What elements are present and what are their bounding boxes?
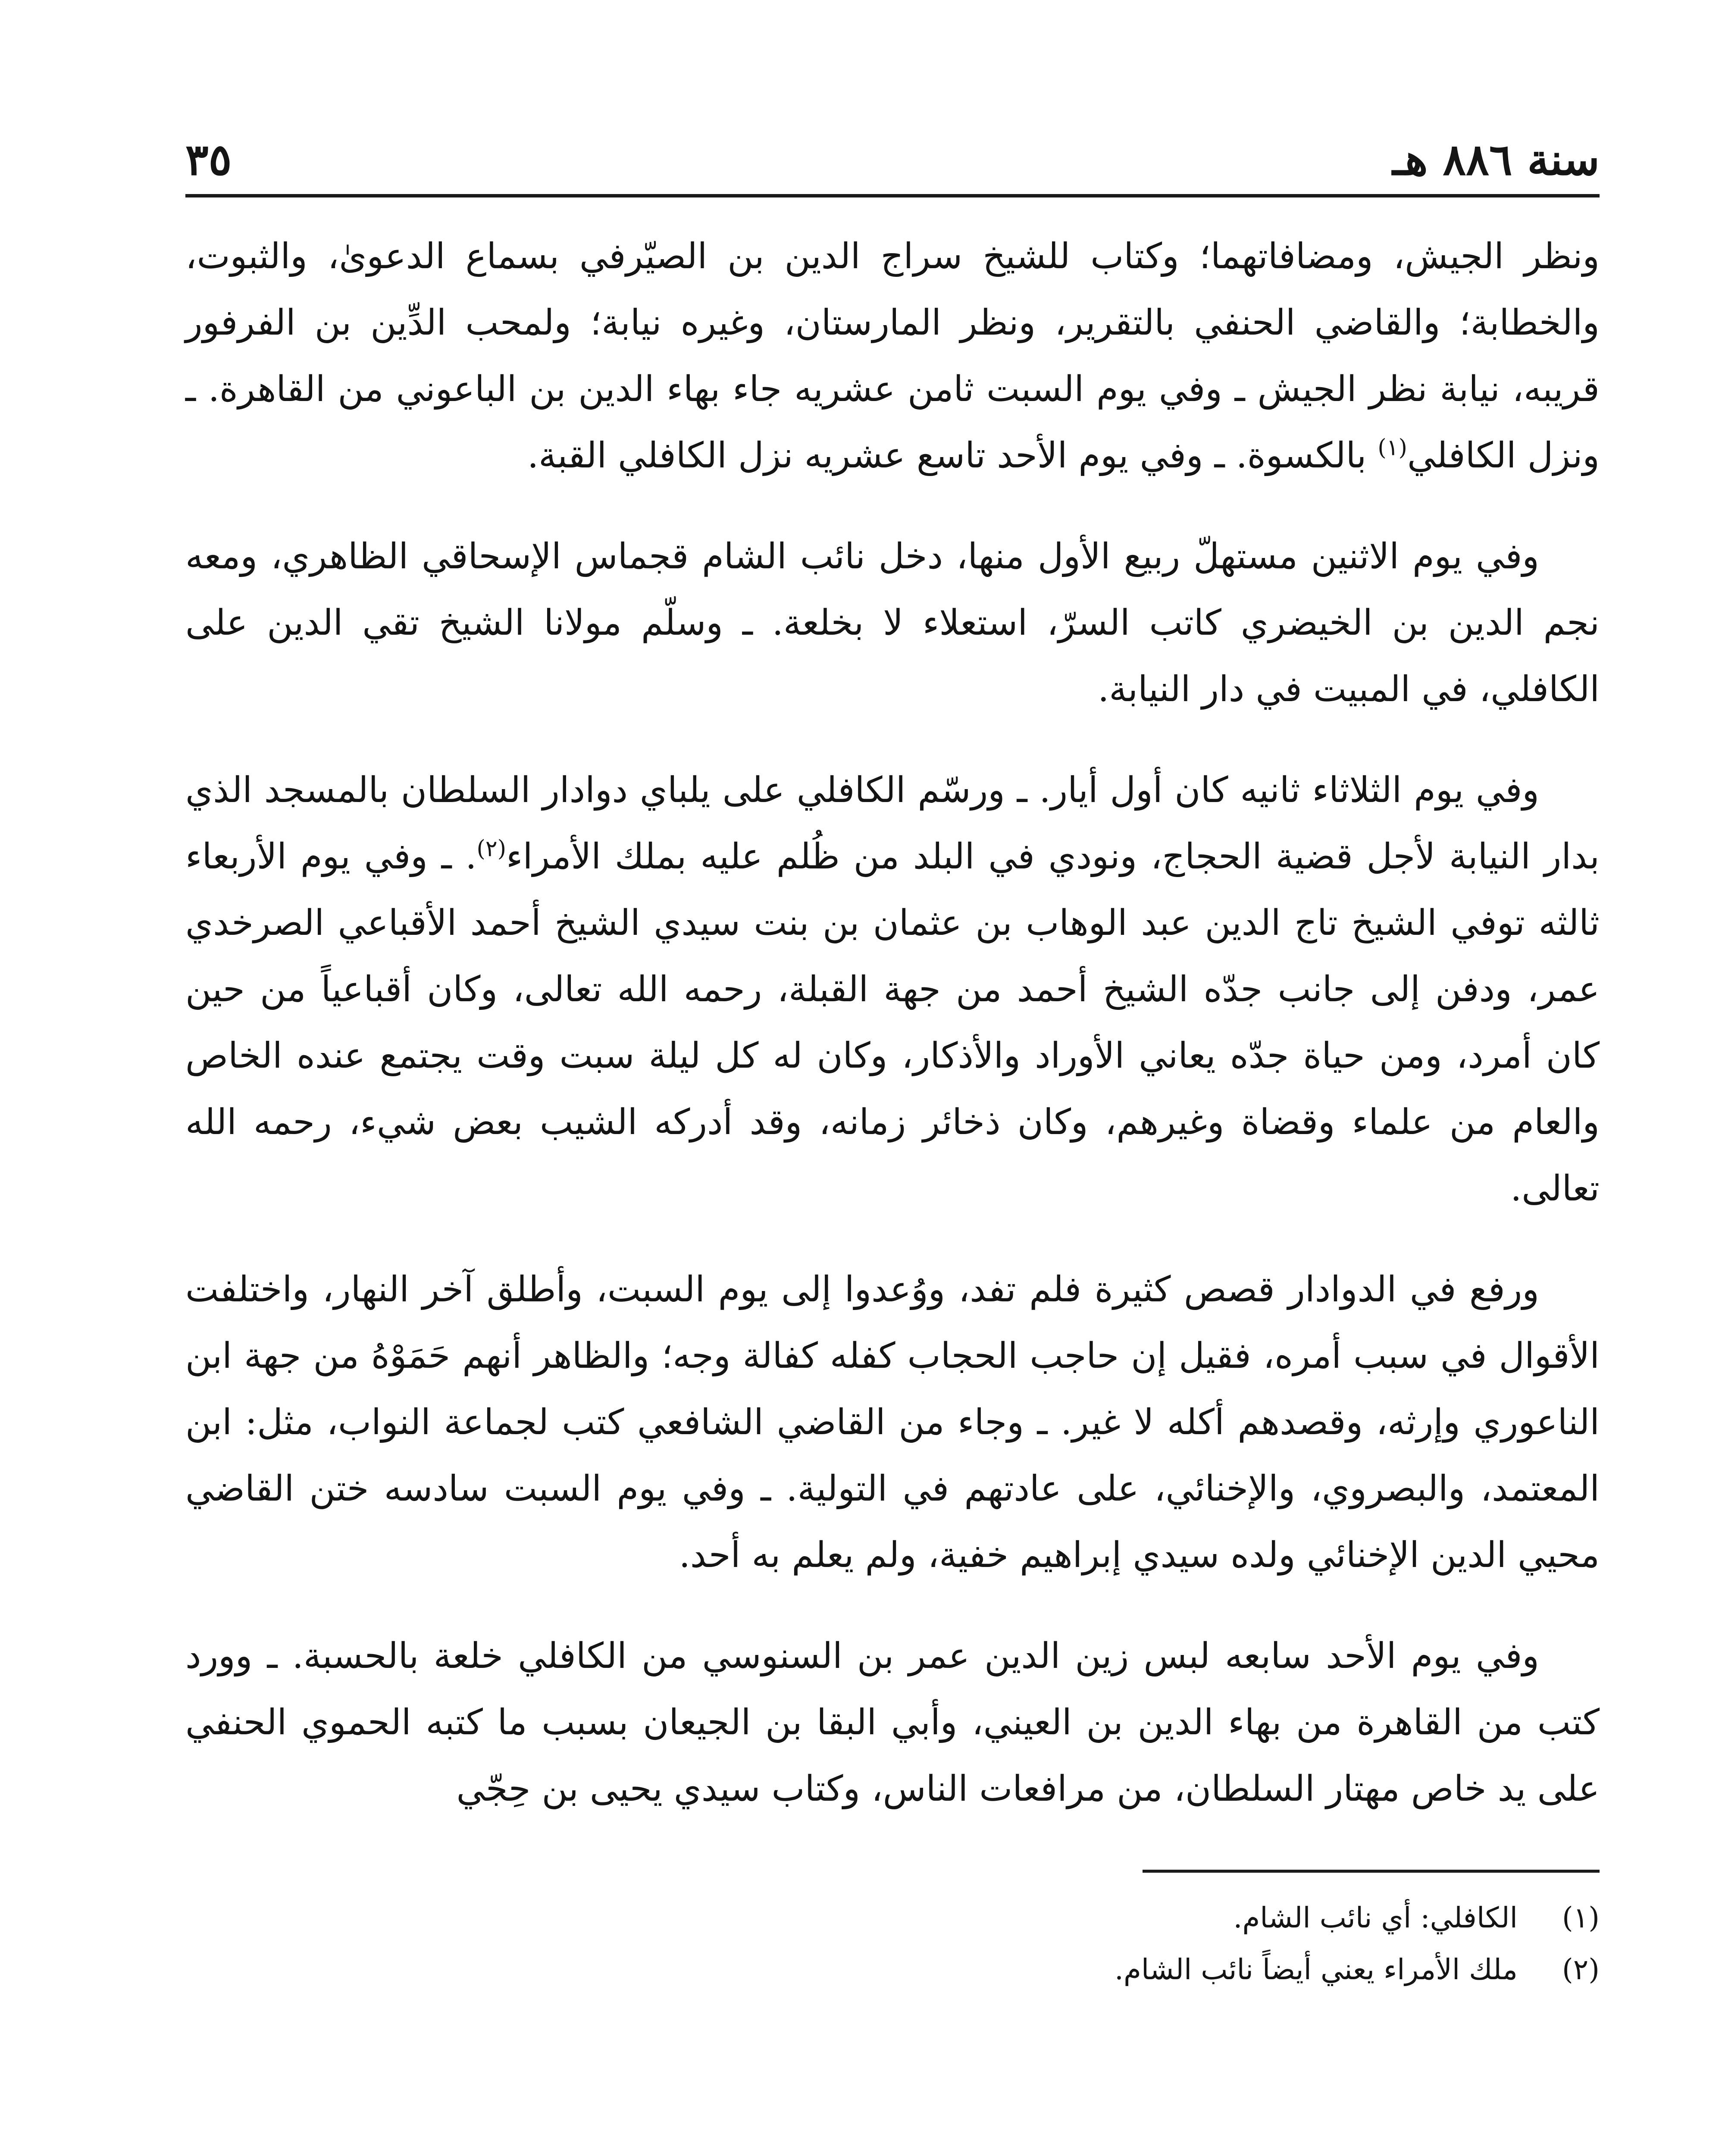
footnote-1 — [185, 1894, 1600, 1942]
paragraph-1-text-cont: بالكسوة. ـ وفي يوم الأحد تاسع عشريه نزل الكافلي القبة. — [527, 435, 1378, 476]
main-text — [185, 223, 1600, 1822]
footnote-text: الكافلي: أي نائب الشام. — [1233, 1901, 1518, 1934]
paragraph-3 — [185, 757, 1600, 1222]
page-header — [185, 129, 1600, 197]
footnote-ref-1: (١) — [1378, 435, 1407, 461]
paragraph-4: ورفع في الدوادار قصص كثيرة فلم تفد، ووُعدوا إلى يوم السبت، وأطلق آخر النهار، واختلفت الأقوال في سبب أمره، فقيل إن حاجب الحجاب كفله كفالة وجه؛ والظاهر أنهم حَمَوْهُ من جهة ابن الناعوري وإرثه، وقصدهم أكله لا غير. ـ وجاء من القاضي الشافعي كتب لجماعة النواب، مثل: ابن المعتمد، والبصروي، والإخنائي، على عادتهم في التولية. ـ وفي يوم السبت سادسه ختن القاضي محيي الدين الإخنائي ولده سيدي إبراهيم خفية، ولم يعلم به أحد. — [185, 1269, 1600, 1576]
running-head-year: سنة ٨٨٦ هـ — [1392, 134, 1600, 185]
footnote-text: ملك الأمراء يعني أيضاً نائب الشام. — [1115, 1953, 1518, 1986]
page-number: ٣٥ — [185, 134, 232, 185]
paragraph-3-text-cont: . ـ وفي يوم الأربعاء ثالثه توفي الشيخ تاج الدين عبد الوهاب بن عثمان بن بنت سيدي الشيخ أحمد الأقباعي الصرخدي عمر، ودفن إلى جانب جدّه الشيخ أحمد من جهة القبلة، رحمه الله تعالى، وكان أقباعياً من حين كان أمرد، ومن حياة جدّه يعاني الأوراد والأذكار، وكان له كل ليلة سبت وقت يجتمع عنده الخاص والعام من علماء وقضاة وغيرهم، وكان ذخائر زمانه، وقد أدركه الشيب بعض شيء، رحمه الله تعالى. — [185, 836, 1600, 1209]
paragraph-2: وفي يوم الاثنين مستهلّ ربيع الأول منها، دخل نائب الشام قجماس الإسحاقي الظاهري، ومعه نجم الدين بن الخيضري كاتب السرّ، استعلاء لا بخلعة. ـ وسلّم مولانا الشيخ تقي الدين على الكافلي، في المبيت في دار النيابة. — [185, 536, 1600, 710]
footnote-number: (٢) — [1562, 1953, 1600, 1986]
paragraph-3-text: وفي يوم الثلاثاء ثانيه كان أول أيار. ـ ورسّم الكافلي على يلباي دوادار السلطان بالمسجد الذي بدار النيابة لأجل قضية الحجاج، ونودي في البلد من ظُلم عليه بملك الأمراء — [185, 770, 1600, 877]
book-page — [185, 129, 1600, 2156]
footnote-divider — [1143, 1870, 1600, 1873]
paragraph-5: وفي يوم الأحد سابعه لبس زين الدين عمر بن السنوسي من الكافلي خلعة بالحسبة. ـ وورد كتب من القاهرة من بهاء الدين بن العيني، وأبي البقا بن الجيعان بسبب ما كتبه الحموي الحنفي على يد خاص مهتار السلطان، من مرافعات الناس، وكتاب سيدي يحيى بن حِجّي — [185, 1636, 1600, 1809]
footnotes — [185, 1894, 1600, 1993]
footnote-ref-2: (٢) — [476, 836, 507, 862]
paragraph-1-text: ونظر الجيش، ومضافاتهما؛ وكتاب للشيخ سراج الدين بن الصيّرفي بسماع الدعوىٰ، والثبوت، والخطابة؛ والقاضي الحنفي بالتقرير، ونظر المارستان، وغيره نيابة؛ ولمحب الدِّين بن الفرفور قريبه، نيابة نظر الجيش ـ وفي يوم السبت ثامن عشريه جاء بهاء الدين بن الباعوني من القاهرة. ـ ونزل الكافلي — [185, 236, 1600, 476]
footnote-number: (١) — [1562, 1901, 1600, 1934]
paragraph-1 — [185, 223, 1600, 489]
footnote-2 — [185, 1946, 1600, 1993]
